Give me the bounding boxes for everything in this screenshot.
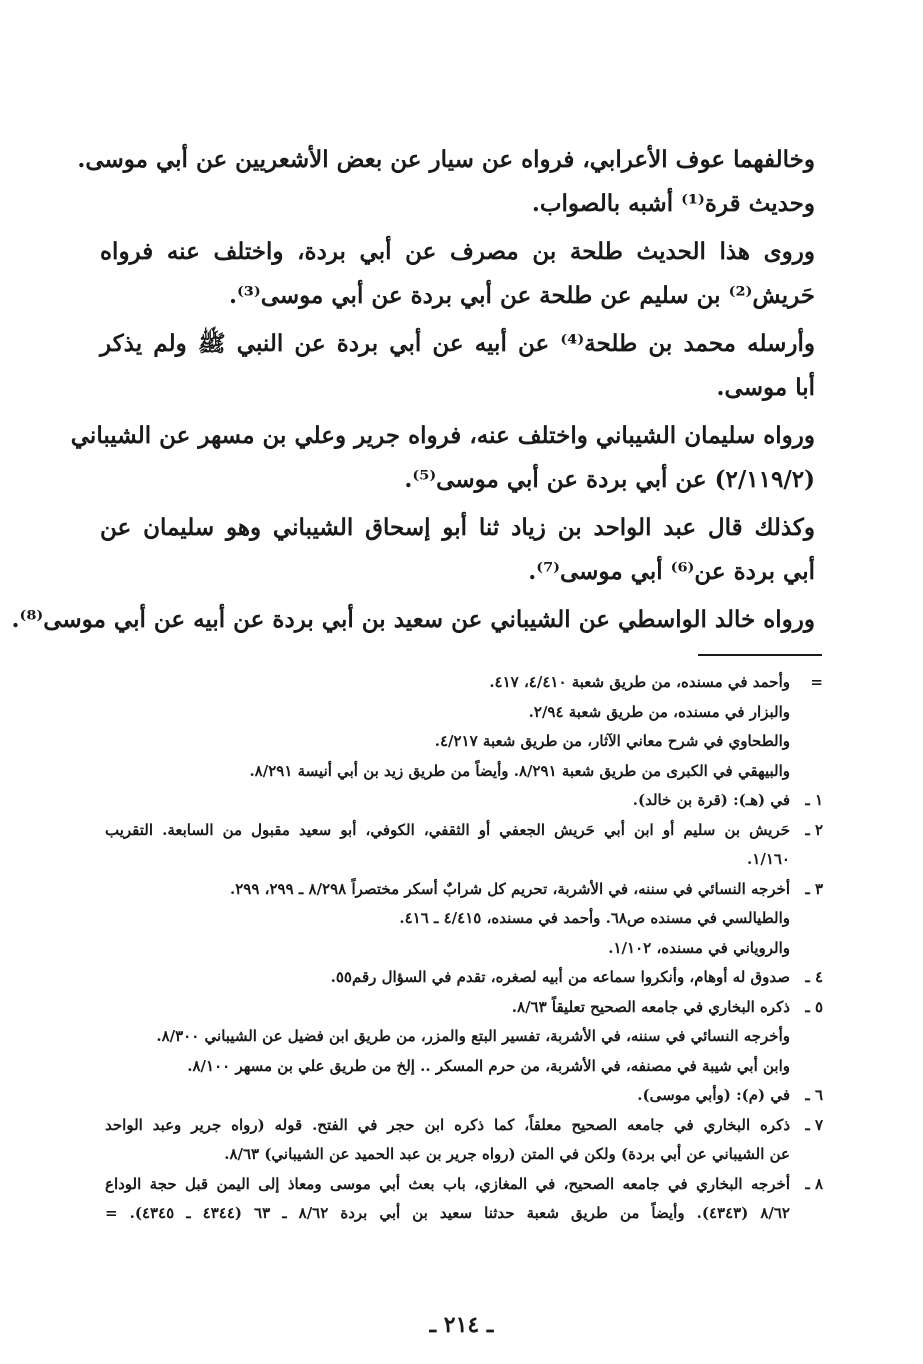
footnote-line: والطحاوي في شرح معاني الآثار، من طريق شعبة ٤/٢١٧.	[434, 732, 790, 750]
footnote-2	[105, 816, 823, 875]
footnote-1	[105, 786, 823, 816]
footnotes	[105, 668, 823, 1229]
footnote-line: والبزار في مسنده، من طريق شعبة ٢/٩٤.	[528, 702, 790, 721]
footnote-line: ذكره البخاري في جامعه الصحيح تعليقاً ٨/٦٣.	[511, 997, 790, 1016]
footnote-continuation	[105, 668, 823, 786]
footnote-7	[105, 1111, 823, 1170]
footnote-line: وابن أبي شيبة في مصنفه، في الأشربة، من حرم المسكر .. إلخ من طريق علي بن مسهر ٨/١٠٠.	[187, 1056, 790, 1075]
footnote-number: ١ ـ	[805, 791, 823, 809]
footnote-line: ذكره البخاري في جامعه الصحيح معلقاً، كما ذكره ابن حجر في الفتح. قوله (رواه جرير وعبد الواحد	[105, 1115, 790, 1134]
footnote-line: عن الشيباني عن أبي بردة) ولكن في المتن (رواه جرير بن عبد الحميد عن الشيباني) ٨/٦٣.	[224, 1145, 790, 1163]
footnote-line: في (هـ): (قرة بن خالد).	[632, 791, 790, 809]
body-line: أبا موسى.	[716, 374, 815, 401]
footnote-line: حَريش بن سليم أو ابن أبي حَريش الجعفي أو الثقفي، الكوفي، أبو سعيد مقبول من السابعة. التقريب	[105, 820, 790, 839]
body-line: وحديث قرة⁽¹⁾ أشبه بالصواب.	[531, 190, 815, 217]
footnote-number: ٦ ـ	[805, 1086, 823, 1104]
footnote-5	[105, 993, 823, 1082]
footnote-line: ٨/٦٢ (٤٣٤٣). وأيضاً من طريق شعبة حدثنا سعيد بن أبي بردة ٨/٦٢ ـ ٦٣ (٤٣٤٤ ـ ٤٣٤٥). =	[105, 1204, 790, 1222]
footnote-4	[105, 963, 823, 993]
page-number: ـ ٢١٤ ـ	[429, 1312, 494, 1338]
footnote-line: والطيالسي في مسنده ص٦٨. وأحمد في مسنده، ٤/٤١٥ ـ ٤١٦.	[399, 909, 790, 927]
footnote-8	[105, 1170, 823, 1229]
footnote-number: ٧ ـ	[805, 1115, 823, 1134]
footnote-line: صدوق له أوهام، وأنكروا سماعه من أبيه لصغره، تقدم في السؤال رقم٥٥.	[330, 968, 790, 986]
footnote-number: ٣ ـ	[805, 879, 823, 898]
footnote-line: وأخرجه النسائي في سننه، في الأشربة، تفسير البتع والمزر، من طريق ابن فضيل عن الشيباني ٨/٣٠٠.	[156, 1027, 790, 1045]
footnote-3	[105, 875, 823, 964]
footnote-number: ٨ ـ	[805, 1174, 823, 1193]
footnote-line: وأحمد في مسنده، من طريق شعبة ٤/٤١٠، ٤١٧.	[489, 673, 790, 691]
footnote-line: ١/١٦٠.	[747, 850, 790, 868]
body-line: وأرسله محمد بن طلحة⁽⁴⁾ عن أبيه عن أبي بردة عن النبي ﷺ ولم يذكر	[100, 330, 815, 357]
body-line: وكذلك قال عبد الواحد بن زياد ثنا أبو إسحاق الشيباني وهو سليمان عن	[100, 514, 815, 541]
body-line: وروى هذا الحديث طلحة بن مصرف عن أبي بردة، واختلف عنه فرواه	[100, 238, 815, 265]
footnote-line: والبيهقي في الكبرى من طريق شعبة ٨/٢٩١. وأيضاً من طريق زيد بن أبي أنيسة ٨/٢٩١.	[249, 761, 790, 780]
body-line: ورواه سليمان الشيباني واختلف عنه، فرواه جرير وعلي بن مسهر عن الشيباني	[70, 422, 815, 449]
footnote-line: والروياني في مسنده، ١/١٠٢.	[608, 938, 790, 957]
footnote-separator	[698, 654, 822, 656]
body-line: حَريش⁽²⁾ بن سليم عن طلحة عن أبي بردة عن أبي موسى⁽³⁾.	[228, 282, 815, 309]
body-line: ورواه خالد الواسطي عن الشيباني عن سعيد بن أبي بردة عن أبيه عن أبي موسى⁽⁸⁾.	[11, 606, 815, 633]
body-line: أبي بردة عن⁽⁶⁾ أبي موسى⁽⁷⁾.	[528, 558, 815, 585]
footnote-number: ٤ ـ	[805, 968, 823, 986]
body-line: (٢/١١٩/٢) عن أبي بردة عن أبي موسى⁽⁵⁾.	[404, 466, 815, 493]
footnote-number: ٢ ـ	[805, 820, 823, 839]
main-text	[11, 138, 815, 642]
footnote-line: أخرجه البخاري في جامعه الصحيح، في المغازي، باب بعث أبي موسى ومعاذ إلى اليمن قبل حجة الوداع	[105, 1174, 790, 1193]
body-line: وخالفهما عوف الأعرابي، فرواه عن سيار عن بعض الأشعريين عن أبي موسى.	[77, 146, 815, 173]
footnote-line: أخرجه النسائي في سننه، في الأشربة، تحريم كل شرابٌ أسكر مختصراً ٨/٢٩٨ ـ ٢٩٩، ٢٩٩.	[230, 879, 790, 898]
footnote-number: ٥ ـ	[805, 997, 823, 1016]
footnote-marker: =	[810, 673, 823, 691]
footnote-line: في (م): (وأبي موسى).	[637, 1086, 790, 1104]
footnote-6	[105, 1081, 823, 1111]
